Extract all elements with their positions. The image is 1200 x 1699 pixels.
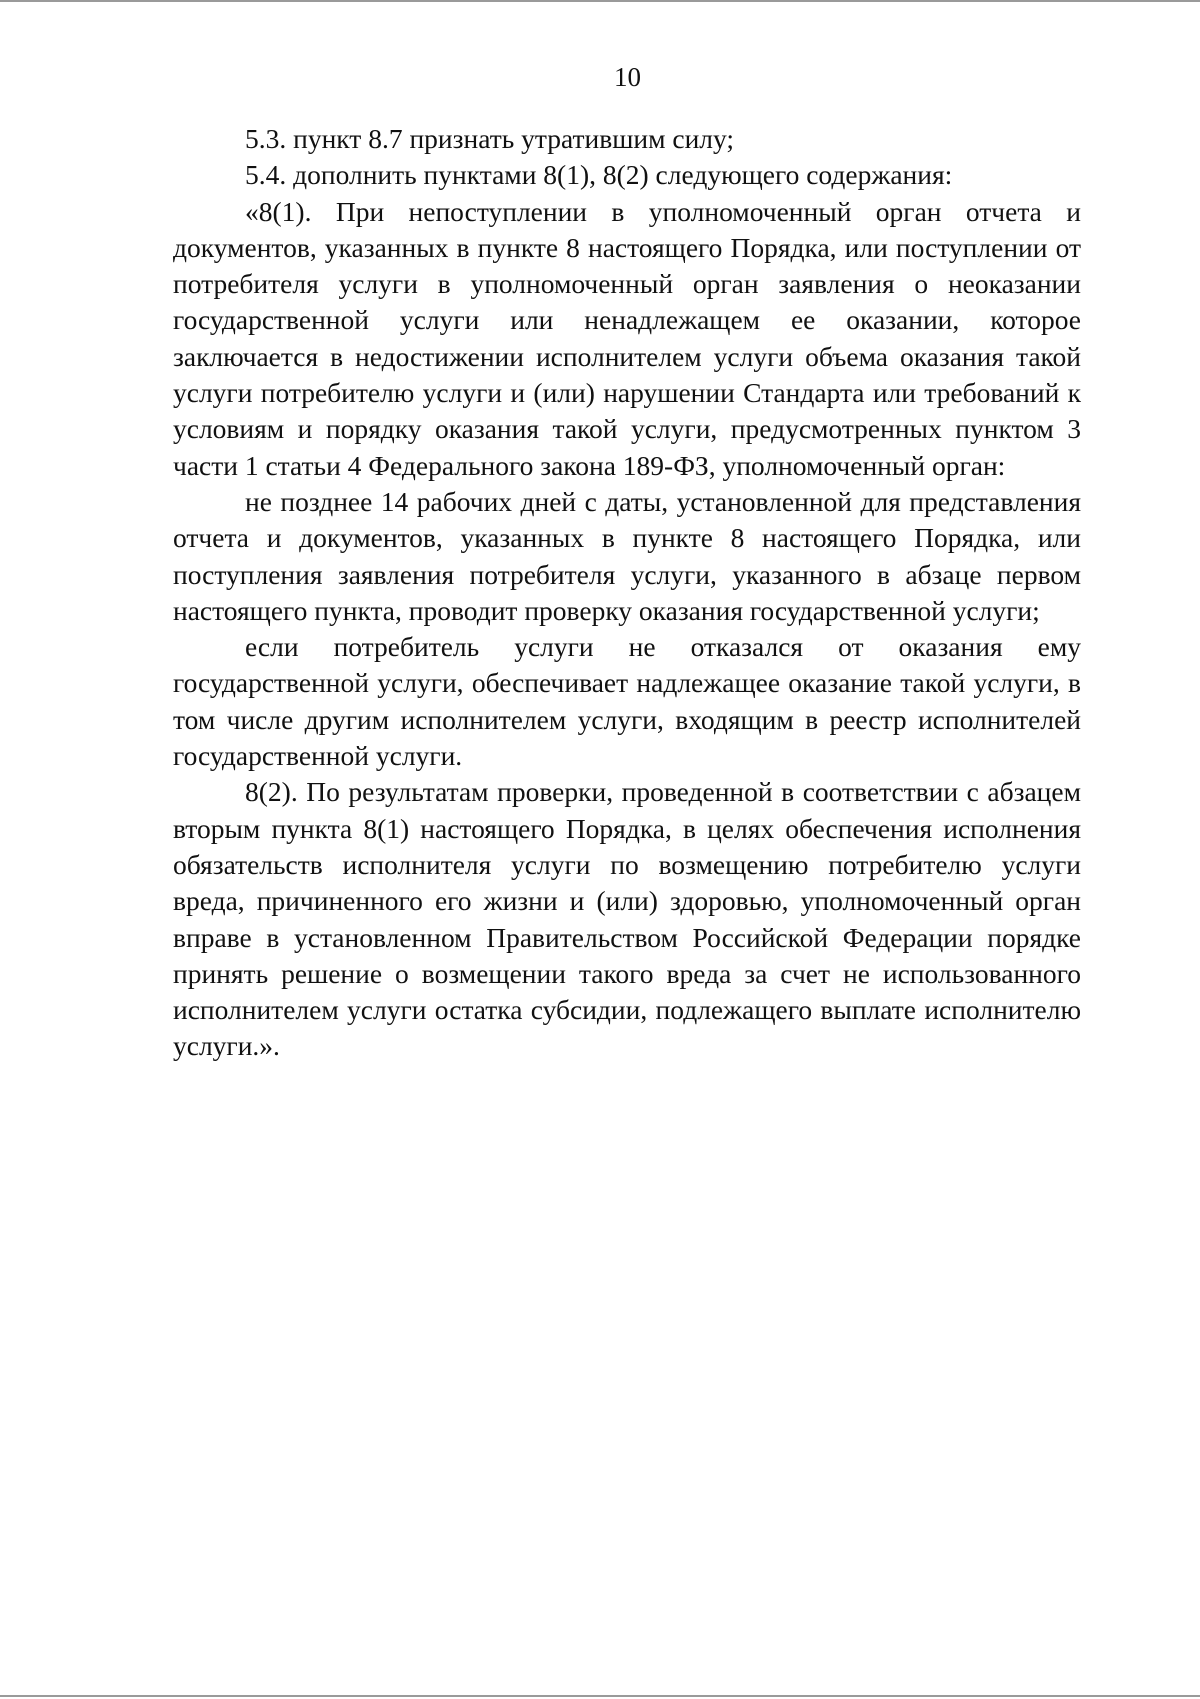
paragraph-8-2: 8(2). По результатам проверки, проведенной в соответствии с абзацем вторым пункта 8(1) настоящего Порядка, в целях обеспечения исполнения обязательств исполнителя услуги по возмещению потребителю услуги вреда, причиненного его жизни и (или) здоровью, уполномоченный орган вправе в установленном Правительством Российской Федерации порядке принять решение о возмещении такого вреда за счет не использованного исполнителем услуги остатка субсидии, подлежащего выплате исполнителю услуги.».	[173, 776, 1081, 1062]
paragraph-5-3: 5.3. пункт 8.7 признать утратившим силу;	[245, 123, 735, 154]
document-body	[173, 121, 1081, 1065]
top-edge-line	[0, 0, 1200, 2]
paragraph-8-1-provision: если потребитель услуги не отказался от оказания ему государственной услуги, обеспечивает надлежащее оказание такой услуги, в том числе другим исполнителем услуги, входящим в реестр исполнителей государственной услуги.	[173, 631, 1081, 772]
bottom-edge-line	[0, 1695, 1200, 1697]
paragraph-5-4: 5.4. дополнить пунктами 8(1), 8(2) следующего содержания:	[245, 159, 953, 191]
page-number: 10	[614, 62, 641, 92]
paragraph-8-1: «8(1). При непоступлении в уполномоченный орган отчета и документов, указанных в пункте 8 настоящего Порядка, или поступлении от потребителя услуги в уполномоченный орган заявления о неоказании государственной услуги или ненадлежащем ее оказании, которое заключается в недостижении исполнителем услуги объема оказания такой услуги потребителю услуги и (или) нарушении Стандарта или требований к условиям и порядку оказания такой услуги, предусмотренных пунктом 3 части 1 статьи 4 Федерального закона 189-ФЗ, уполномоченный орган:	[173, 195, 1081, 481]
paragraph-8-1-check: не позднее 14 рабочих дней с даты, установленной для представления отчета и документов, указанных в пункте 8 настоящего Порядка, или поступления заявления потребителя услуги, указанного в абзаце первом настоящего пункта, проводит проверку оказания государственной услуги;	[173, 485, 1081, 626]
